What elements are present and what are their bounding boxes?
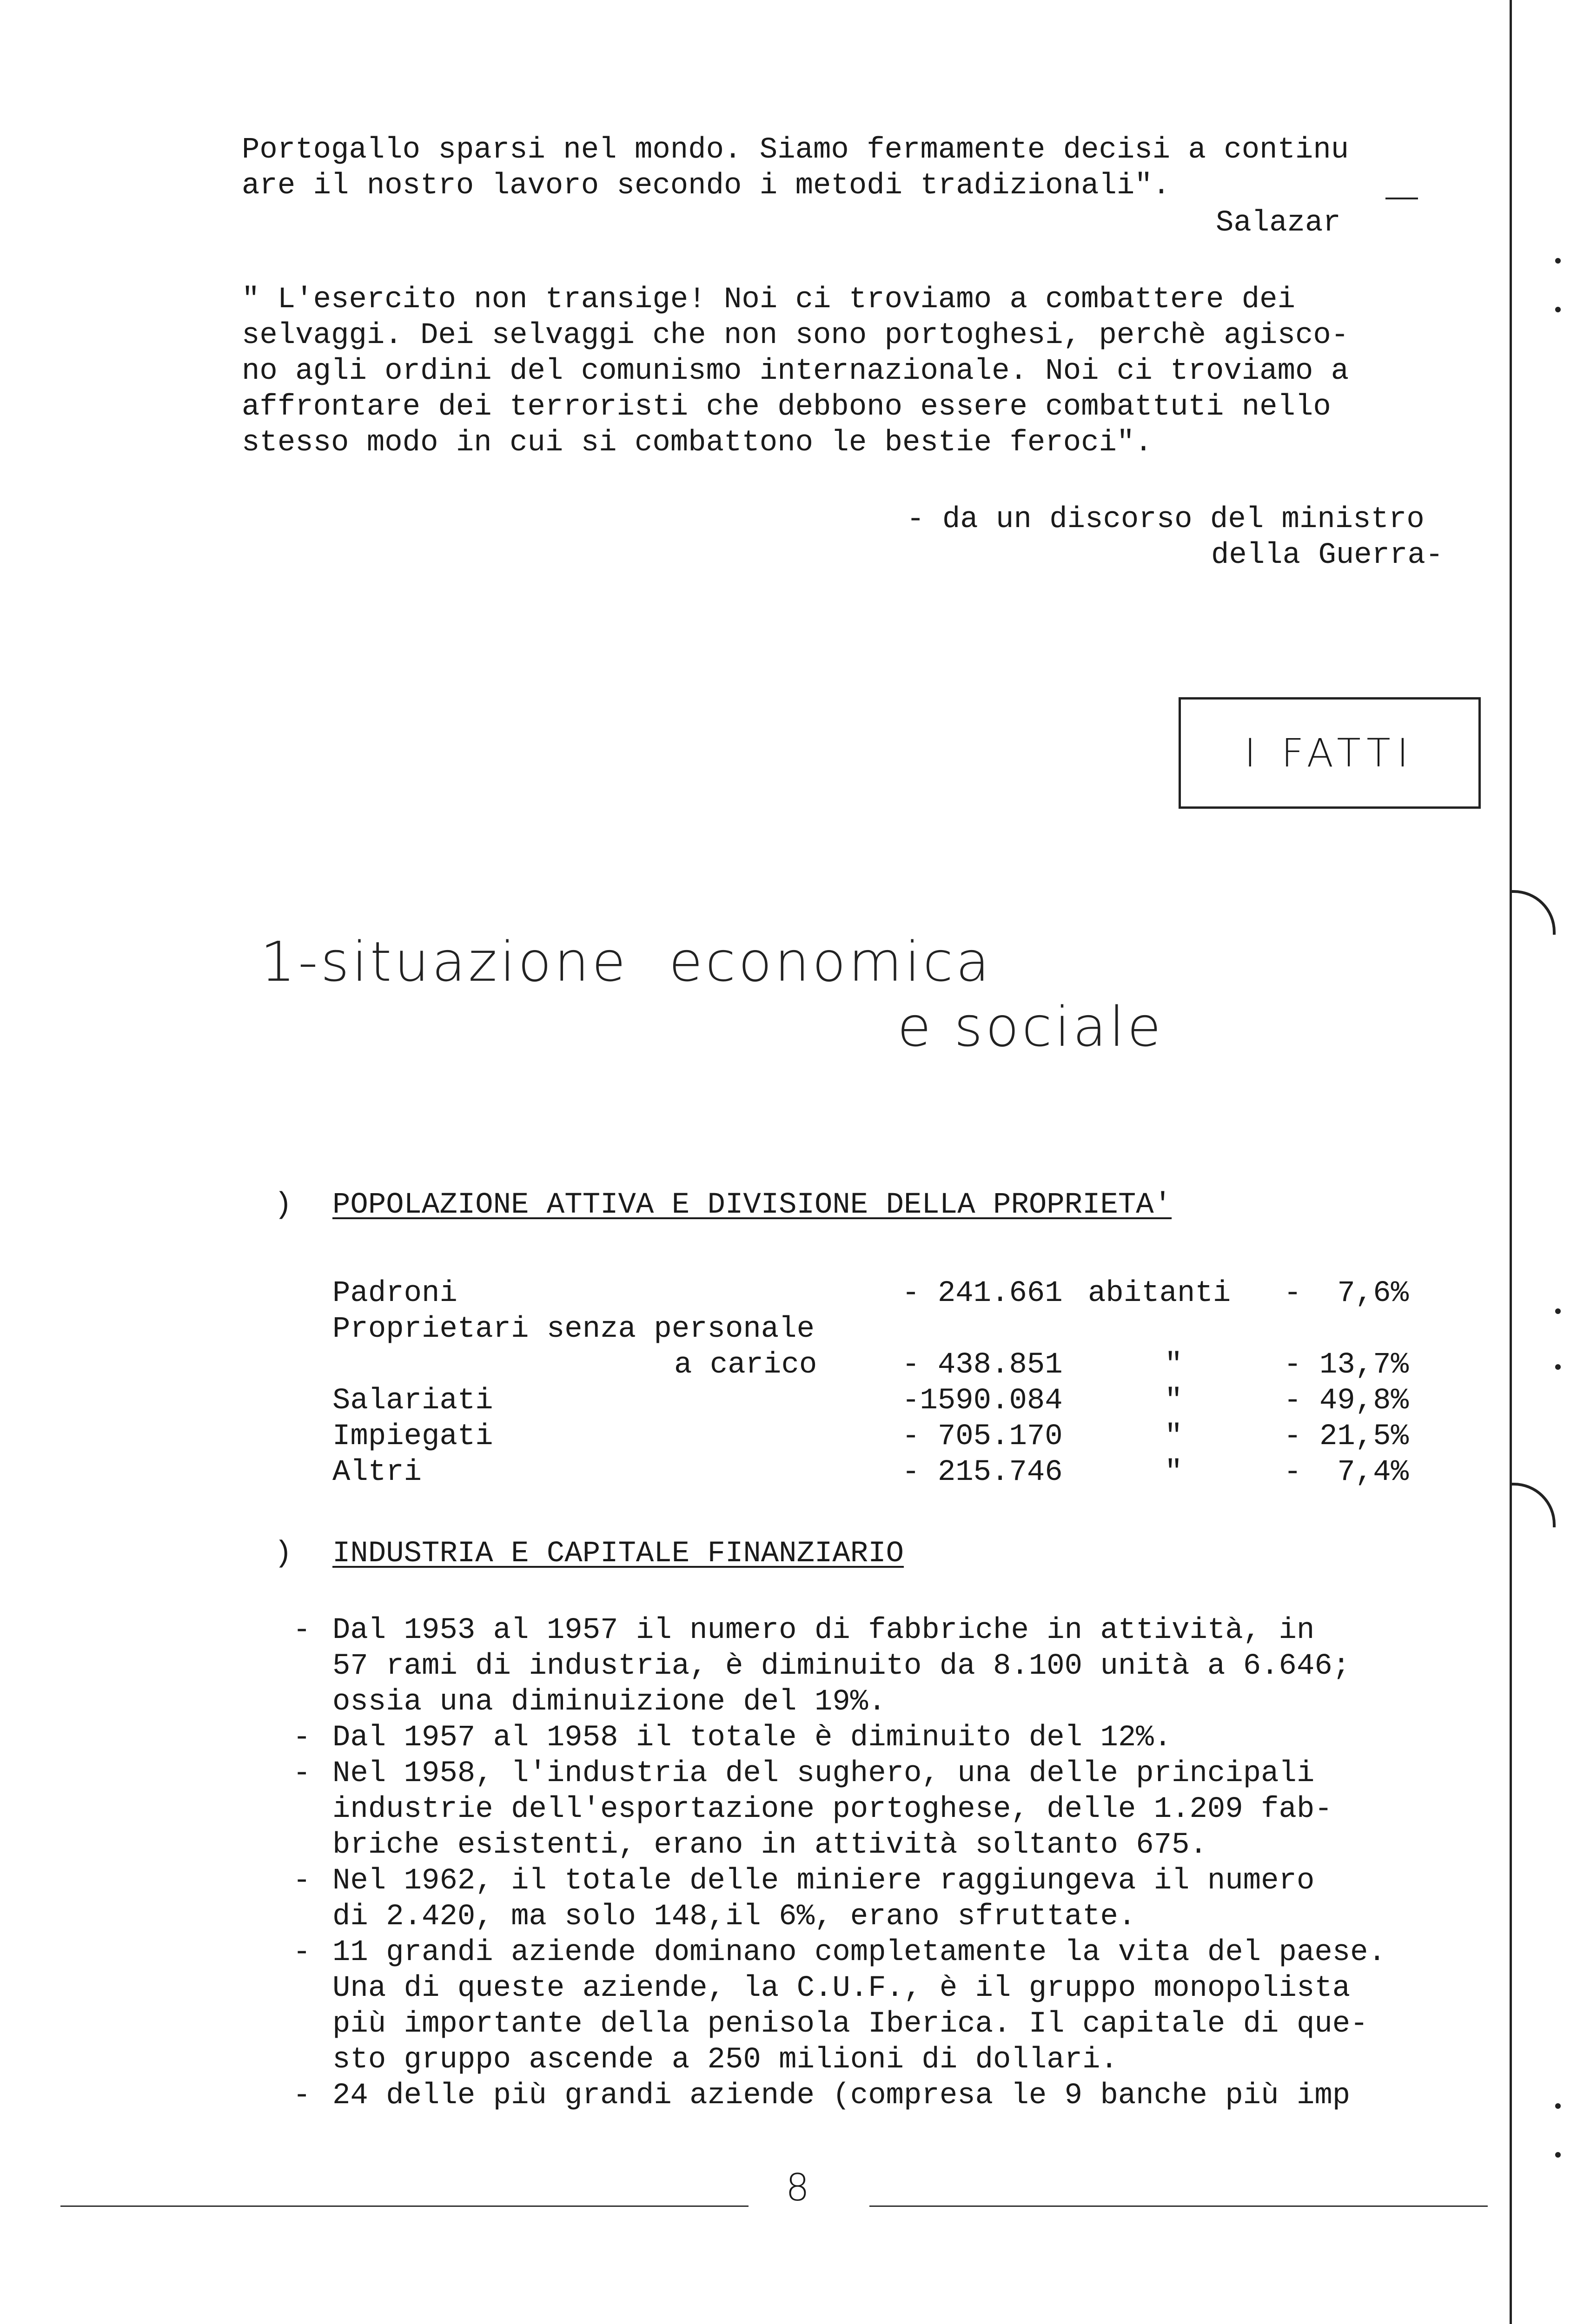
row-label: Impiegati bbox=[332, 1420, 493, 1453]
row-value: - 705.170 bbox=[902, 1420, 1063, 1453]
subsection2-title: INDUSTRIA E CAPITALE FINANZIARIO bbox=[332, 1537, 904, 1571]
fatti-box bbox=[1179, 697, 1481, 809]
quote2-line5: stesso modo in cui si combattono le bestie feroci". bbox=[242, 426, 1153, 460]
row-value bbox=[902, 1312, 1088, 1347]
item-line: 57 rami di industria, è diminuito da 8.100 unità a 6.646; bbox=[332, 1650, 1351, 1683]
row-unit: " bbox=[1165, 1348, 1183, 1382]
quote1-line1: Portogallo sparsi nel mondo. Siamo fermamente decisi a continu bbox=[242, 133, 1349, 167]
list-item bbox=[293, 2078, 1351, 2185]
row-unit: " bbox=[1165, 1420, 1183, 1453]
item-line: Nel 1958, l'industria del sughero, una delle principali bbox=[332, 1757, 1315, 1790]
row-pct: - 7,4% bbox=[1284, 1456, 1409, 1489]
section-title-line1: 1-situazione economica bbox=[260, 930, 993, 994]
row-label: a carico bbox=[674, 1348, 817, 1382]
population-table bbox=[332, 1276, 1409, 1491]
dot-mark bbox=[1555, 1364, 1561, 1370]
quote1-author: Salazar bbox=[1216, 206, 1341, 240]
item-line: 24 delle più grandi aziende (compresa le 9 banche più imp bbox=[332, 2079, 1351, 2113]
dot-mark bbox=[1555, 258, 1561, 264]
item-dash: - bbox=[293, 1757, 311, 1790]
subsection2-marker: ) bbox=[274, 1537, 292, 1571]
row-pct: - 21,5% bbox=[1284, 1420, 1409, 1453]
quote2-line1: " L'esercito non transige! Noi ci troviamo a combattere dei bbox=[242, 283, 1295, 317]
item-line: di 2.420, ma solo 148,il 6%, erano sfruttate. bbox=[332, 1900, 1136, 1934]
footer-rule-left bbox=[60, 2205, 749, 2207]
row-value: - 438.851 bbox=[902, 1348, 1063, 1382]
item-line: Nel 1962, il totale delle miniere raggiungeva il numero bbox=[332, 1864, 1315, 1898]
quote2-line3: no agli ordini del comunismo internazionale. Noi ci troviamo a bbox=[242, 355, 1349, 388]
row-pct: - 7,6% bbox=[1284, 1277, 1409, 1310]
table-row bbox=[332, 1383, 1409, 1419]
subsection1-title: POPOLAZIONE ATTIVA E DIVISIONE DELLA PROPRIETA' bbox=[332, 1188, 1172, 1222]
item-dash: - bbox=[293, 1614, 311, 1647]
dot-mark bbox=[1555, 307, 1561, 312]
item-line: Dal 1953 al 1957 il numero di fabbriche in attività, in bbox=[332, 1614, 1315, 1647]
quote2-source-line1: - da un discorso del ministro bbox=[907, 503, 1425, 536]
quote2-line2: selvaggi. Dei selvaggi che non sono portoghesi, perchè agisco- bbox=[242, 319, 1349, 352]
item-line: Dal 1957 al 1958 il totale è diminuito del 12%. bbox=[332, 1721, 1172, 1755]
quote2-source-line2: della Guerra- bbox=[1211, 539, 1444, 572]
row-unit bbox=[1088, 1312, 1269, 1347]
row-pct bbox=[1269, 1312, 1409, 1347]
item-line: industrie dell'esportazione portoghese, delle 1.209 fab- bbox=[332, 1793, 1332, 1826]
row-unit: " bbox=[1165, 1456, 1183, 1489]
item-line: sto gruppo ascende a 250 milioni di dollari. bbox=[332, 2043, 1118, 2077]
row-label: Altri bbox=[332, 1456, 422, 1489]
row-pct: - 49,8% bbox=[1284, 1384, 1409, 1418]
item-line: Una di queste aziende, la C.U.F., è il gruppo monopolista bbox=[332, 1972, 1351, 2005]
row-value: - 241.661 bbox=[902, 1277, 1063, 1310]
item-line: ossia una diminuizione del 19%. bbox=[332, 1685, 886, 1719]
row-label: Salariati bbox=[332, 1384, 493, 1418]
binder-ring-top bbox=[1511, 890, 1556, 935]
page-number: 8 bbox=[786, 2166, 809, 2209]
row-pct: - 13,7% bbox=[1284, 1348, 1409, 1382]
table-row bbox=[332, 1455, 1409, 1491]
dot-mark bbox=[1555, 1308, 1561, 1314]
binder-ring-bottom bbox=[1511, 1483, 1556, 1527]
item-line: 11 grandi aziende dominano completamente la vita del paese. bbox=[332, 1936, 1386, 1969]
table-row bbox=[332, 1276, 1409, 1312]
dot-mark bbox=[1555, 2152, 1561, 2158]
item-dash: - bbox=[293, 1864, 311, 1898]
row-label: Padroni bbox=[332, 1277, 457, 1310]
row-label: Proprietari senza personale bbox=[332, 1313, 815, 1346]
row-value: -1590.084 bbox=[902, 1384, 1063, 1418]
table-row bbox=[332, 1312, 1409, 1347]
quote2-line4: affrontare dei terroristi che debbono essere combattuti nello bbox=[242, 390, 1331, 424]
row-unit: abitanti bbox=[1088, 1277, 1231, 1310]
row-unit: " bbox=[1165, 1384, 1183, 1418]
item-dash: - bbox=[293, 2079, 311, 2113]
item-line: briche esistenti, erano in attività soltanto 675. bbox=[332, 1829, 1207, 1862]
item-dash: - bbox=[293, 1936, 311, 1969]
section-title-line2: e sociale bbox=[897, 995, 1164, 1059]
item-dash: - bbox=[293, 1721, 311, 1755]
row-value: - 215.746 bbox=[902, 1456, 1063, 1489]
item-line: più importante della penisola Iberica. Il capitale di que- bbox=[332, 2007, 1368, 2041]
page-right-edge bbox=[1510, 0, 1512, 2324]
footer-rule-right bbox=[869, 2205, 1488, 2207]
underline-mark bbox=[1385, 198, 1418, 199]
table-row bbox=[332, 1347, 1409, 1383]
subsection1-marker: ) bbox=[274, 1188, 292, 1222]
fatti-label: I FATTI bbox=[1244, 730, 1415, 776]
table-row bbox=[332, 1419, 1409, 1455]
dot-mark bbox=[1555, 2103, 1561, 2109]
quote1-line2: are il nostro lavoro secondo i metodi tradizionali". bbox=[242, 169, 1171, 203]
